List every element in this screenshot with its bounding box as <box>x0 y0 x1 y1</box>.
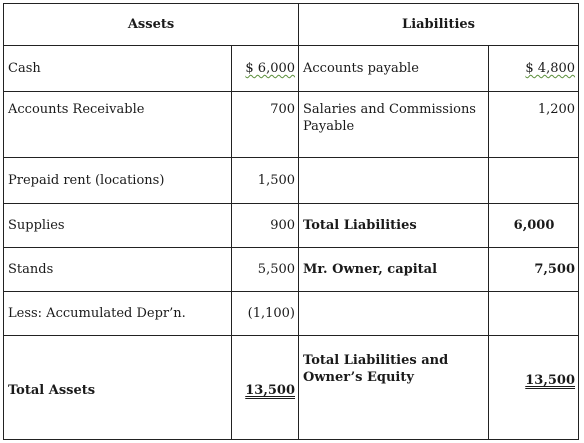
asset-label-accum-depr: Less: Accumulated Depr’n. <box>8 306 186 321</box>
asset-amount-accum-depr: (1,100) <box>232 292 299 336</box>
asset-amount-prepaid-rent: 1,500 <box>232 158 299 204</box>
liabilities-header: Liabilities <box>299 4 579 46</box>
liab-amount-total-liabilities: 6,000 <box>489 204 579 248</box>
balance-sheet <box>3 3 578 437</box>
table-row <box>4 336 579 440</box>
asset-amount-stands: 5,500 <box>232 248 299 292</box>
asset-label-stands: Stands <box>4 248 232 292</box>
asset-amount-total-assets: 13,500 <box>245 383 296 398</box>
asset-label-cash: Cash <box>4 46 232 92</box>
liab-amount-empty-2 <box>489 292 579 336</box>
liab-label-total-liab-equity: Total Liabilities and Owner’s Equity <box>299 336 489 440</box>
liab-label-salaries-payable: Salaries and Commissions Payable <box>299 92 489 158</box>
asset-label-total-assets: Total Assets <box>4 336 232 440</box>
table-row <box>4 46 579 92</box>
liab-amount-empty <box>489 158 579 204</box>
liab-amount-salaries-payable: 1,200 <box>489 92 579 158</box>
table-row <box>4 92 579 158</box>
liab-label-total-liabilities: Total Liabilities <box>299 204 489 248</box>
balance-sheet-table <box>3 3 579 440</box>
liab-amount-accounts-payable: $ 4,800 <box>525 61 576 76</box>
table-row <box>4 204 579 248</box>
header-row <box>4 4 579 46</box>
asset-label-prepaid-rent: Prepaid rent (locations) <box>4 158 232 204</box>
assets-header: Assets <box>4 4 299 46</box>
asset-label-accounts-receivable: Accounts Receivable <box>4 92 232 158</box>
liab-label-empty-2 <box>299 292 489 336</box>
liab-label-empty <box>299 158 489 204</box>
table-row <box>4 292 579 336</box>
asset-label-supplies: Supplies <box>4 204 232 248</box>
table-row <box>4 248 579 292</box>
asset-amount-cash: $ 6,000 <box>245 61 296 76</box>
liab-label-owner-capital: Mr. Owner, capital <box>299 248 489 292</box>
table-row <box>4 158 579 204</box>
asset-amount-supplies: 900 <box>232 204 299 248</box>
liab-amount-total-liab-equity: 13,500 <box>525 373 576 388</box>
liab-amount-owner-capital: 7,500 <box>489 248 579 292</box>
asset-amount-accounts-receivable: 700 <box>232 92 299 158</box>
liab-label-accounts-payable: Accounts payable <box>299 46 489 92</box>
